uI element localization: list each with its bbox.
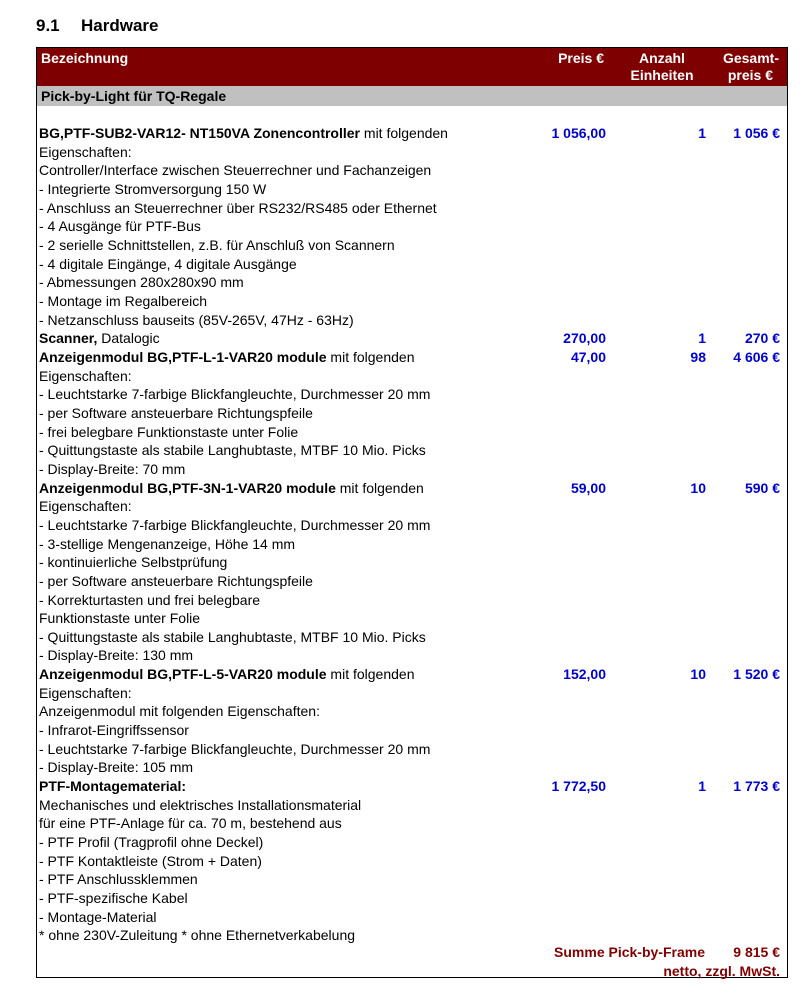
item-title-rest: mit folgenden [360,125,448,141]
item-price: 1 772,50 [551,778,606,795]
item-description-line: - Abmessungen 280x280x90 mm [39,274,244,291]
item-description-line: - 3-stellige Mengenanzeige, Höhe 14 mm [39,535,296,552]
item-description-line: - PTF-spezifische Kabel [39,890,188,907]
item-description-line: - Korrekturtasten und frei belegbare [39,591,261,608]
summary-label: Summe Pick-by-Frame [554,944,705,960]
section-heading [36,16,158,36]
item-total: 4 606 € [733,348,780,365]
item-title [39,329,160,347]
item-title [39,665,414,683]
item-description-line: - Netzanschluss bauseits (85V-265V, 47Hz - 63Hz) [39,311,354,328]
item-quantity: 1 [698,330,706,347]
item-total: 590 € [744,479,780,496]
item-description-line: - Leuchtstarke 7-farbige Blickfangleuchte, Durchmesser 20 mm [39,386,431,403]
item-description-line: Eigenschaften: [39,498,132,515]
item-title-bold: BG,PTF-SUB2-VAR12- NT150VA Zonencontroller [39,125,361,141]
item-description-line: Eigenschaften: [39,684,132,701]
section-number: 9.1 [36,16,60,35]
item-description-line: Funktionstaste unter Folie [39,610,201,627]
item-quantity: 10 [690,479,706,496]
item-description-line: - kontinuierliche Selbstprüfung [39,554,228,571]
item-description-line: - Display-Breite: 70 mm [39,460,186,477]
item-description-line: Controller/Interface zwischen Steuerrechner und Fachanzeigen [39,162,432,179]
item-quantity: 98 [690,348,706,365]
item-description-line: - PTF Kontaktleiste (Strom + Daten) [39,852,262,869]
item-title-bold: Anzeigenmodul BG,PTF-L-5-VAR20 module [39,666,327,683]
item-description-line: - Montage-Material [39,908,157,925]
item-description-line: - 2 serielle Schnittstellen, z.B. für Anschluß von Scannern [39,236,395,253]
item-total: 1 520 € [733,666,780,683]
item-quantity: 1 [698,125,706,141]
table-header [37,48,787,86]
summary-note: netto, zzgl. MwSt. [663,963,780,979]
item-title-bold: Anzeigenmodul BG,PTF-3N-1-VAR20 module [39,479,336,496]
item-title [39,479,424,497]
item-total: 1 056 € [733,125,780,141]
item-description-line: - Infrarot-Eingriffssensor [39,722,189,739]
item-title [39,777,186,795]
group-row: Pick-by-Light für TQ-Regale [37,86,787,106]
item-title-rest: mit folgenden [326,348,415,365]
header-anzahl-2: Einheiten [630,67,694,83]
item-quantity: 10 [690,666,706,683]
item-title-bold: PTF-Montagematerial: [39,778,187,795]
item-title-bold: Anzeigenmodul BG,PTF-L-1-VAR20 module [39,348,327,365]
header-bezeichnung: Bezeichnung [41,50,129,66]
item-price: 47,00 [570,348,606,365]
item-quantity: 1 [698,778,706,795]
item-price: 59,00 [570,479,606,496]
header-gesamt-1: Gesamt- [722,50,779,66]
header-anzahl-1: Anzahl [639,50,685,66]
item-description-line: - per Software ansteuerbare Richtungspfeile [39,572,313,589]
item-description-line: - per Software ansteuerbare Richtungspfeile [39,404,313,421]
item-description-line: Anzeigenmodul mit folgenden Eigenschaften: [39,703,320,720]
item-title [39,348,414,366]
item-description-line: - 4 Ausgänge für PTF-Bus [39,218,201,235]
item-total: 1 773 € [733,778,780,795]
item-price: 152,00 [563,666,606,683]
summary-value: 9 815 € [733,944,780,960]
item-description-line: - Leuchtstarke 7-farbige Blickfangleuchte, Durchmesser 20 mm [39,740,431,757]
item-description-line: Eigenschaften: [39,143,132,160]
item-description-line: für eine PTF-Anlage für ca. 70 m, bestehend aus [39,815,342,832]
item-description-line: - PTF Anschlussklemmen [39,871,198,888]
item-title [39,124,448,142]
item-description-line: * ohne 230V-Zuleitung * ohne Ethernetverkabelung [39,927,356,944]
item-title-rest: mit folgenden [335,479,424,496]
item-description-line: - frei belegbare Funktionstaste unter Folie [39,423,299,440]
item-description-line: - Anschluss an Steuerrechner über RS232/RS485 oder Ethernet [39,199,437,216]
item-description-line: - Leuchtstarke 7-farbige Blickfangleuchte, Durchmesser 20 mm [39,516,431,533]
item-title-rest: mit folgenden [326,666,415,683]
item-description-line: - PTF Profil (Tragprofil ohne Deckel) [39,834,264,851]
item-description-line: Mechanisches und elektrisches Installationsmaterial [39,796,362,813]
item-description-line: - Quittungstaste als stabile Langhubtaste, MTBF 10 Mio. Picks [39,628,426,645]
item-title-bold: Scanner, [39,330,98,347]
header-preis: Preis € [558,50,604,66]
item-price: 270,00 [563,330,606,347]
header-gesamt-2: preis € [727,67,773,83]
section-title: Hardware [81,16,159,35]
item-description-line: - Display-Breite: 130 mm [39,647,194,664]
item-total: 270 € [744,330,780,347]
item-description-line: - Display-Breite: 105 mm [39,759,194,776]
item-description-line: - Integrierte Stromversorgung 150 W [39,180,267,197]
item-description-line: - Montage im Regalbereich [39,292,208,309]
item-description-line: - Quittungstaste als stabile Langhubtaste, MTBF 10 Mio. Picks [39,442,426,459]
item-title-rest: Datalogic [97,330,160,347]
item-description-line: Eigenschaften: [39,367,132,384]
item-description-line: - 4 digitale Eingänge, 4 digitale Ausgänge [39,255,297,272]
item-price: 1 056,00 [551,125,606,141]
